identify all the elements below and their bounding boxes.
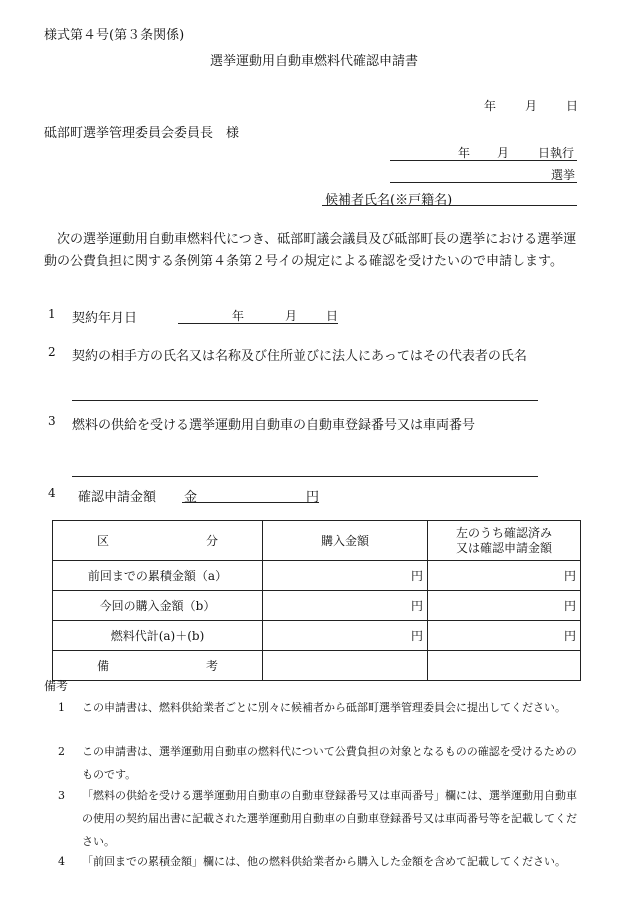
header-category-b: 分: [205, 534, 218, 548]
item4-prefix: 金: [184, 490, 198, 505]
item2-label: 契約の相手方の氏名又は名称及び住所並びに法人にあってはその代表者の氏名: [72, 349, 527, 364]
header-category: [53, 521, 263, 561]
note-text: 「前回までの累積金額」欄には、他の燃料供給業者から購入した金額を含めて記載してください。: [82, 855, 566, 868]
item3-input-line[interactable]: [72, 476, 538, 477]
row-label: 燃料代計(a)＋(b): [53, 621, 263, 651]
election-label: 選挙: [551, 168, 576, 182]
remarks-cell[interactable]: [263, 651, 428, 681]
notes-title: 備考: [44, 679, 69, 693]
item1-year: 年: [232, 309, 245, 323]
note-item: [58, 696, 586, 719]
header-confirmed-amount: [428, 521, 581, 561]
election-day: 日執行: [538, 146, 575, 160]
row-confirmed-cell[interactable]: 円: [428, 561, 581, 591]
item1-label: 契約年月日: [72, 311, 138, 326]
item1-underline[interactable]: [178, 323, 338, 324]
row-purchase-cell[interactable]: 円: [263, 621, 428, 651]
remarks-label: [53, 651, 263, 681]
row-label: 前回までの累積金額（a）: [53, 561, 263, 591]
election-month: 月: [497, 146, 510, 160]
table-row-remarks: [53, 651, 581, 681]
item4-label: 確認申請金額: [78, 490, 157, 505]
note-number: 2: [58, 745, 65, 758]
date-month: 月: [525, 99, 538, 113]
remarks-label-b: 考: [205, 659, 218, 673]
table-row: [53, 561, 581, 591]
header-purchase-amount: 購入金額: [263, 521, 428, 561]
note-number: 3: [58, 789, 65, 802]
note-number: 1: [58, 701, 65, 714]
header-confirmed-line1: 左のうち確認済み: [455, 525, 552, 540]
document-title: 選挙運動用自動車燃料代確認申請書: [210, 54, 419, 69]
note-item: [58, 784, 586, 853]
header-category-a: 区: [97, 534, 110, 548]
item4-number: 4: [48, 486, 56, 500]
row-purchase-cell[interactable]: 円: [263, 561, 428, 591]
item1-day: 日: [326, 309, 339, 323]
row-purchase-cell[interactable]: 円: [263, 591, 428, 621]
date-year: 年: [484, 99, 497, 113]
date-day: 日: [566, 99, 579, 113]
candidate-label: 候補者氏名(※戸籍名): [325, 193, 453, 208]
candidate-underline: [322, 205, 577, 206]
row-confirmed-cell[interactable]: 円: [428, 621, 581, 651]
table-row: [53, 591, 581, 621]
election-date-underline: [390, 160, 577, 161]
item3-label: 燃料の供給を受ける選挙運動用自動車の自動車登録番号又は車両番号: [72, 418, 476, 433]
item1-number: 1: [48, 307, 56, 321]
note-text: 「燃料の供給を受ける選挙運動用自動車の自動車登録番号又は車両番号」欄には、選挙運動用自動車の使用の契約届出書に記載された選挙運動用自動車の自動車登録番号又は車両番号等を記載してください。: [82, 789, 577, 848]
table-row: [53, 621, 581, 651]
election-underline: [390, 182, 577, 183]
item2-input-line[interactable]: [72, 400, 538, 401]
table-header-row: [53, 521, 581, 561]
row-label: 今回の購入金額（b）: [53, 591, 263, 621]
remarks-label-a: 備: [97, 659, 110, 673]
item4-suffix: 円: [306, 490, 320, 505]
item2-number: 2: [48, 345, 56, 359]
note-text: この申請書は、燃料供給業者ごとに別々に候補者から砥部町選挙管理委員会に提出してください。: [82, 701, 566, 714]
body-paragraph: 次の選挙運動用自動車燃料代につき、砥部町議会議員及び砥部町長の選挙における選挙運動の公費負担に関する条例第４条第２号イの規定による確認を受けたいので申請します。: [44, 232, 577, 269]
item4-underline[interactable]: [182, 502, 319, 503]
note-text: この申請書は、選挙運動用自動車の燃料代について公費負担の対象となるものの確認を受けるためのものです。: [82, 745, 577, 781]
note-item: [58, 850, 586, 873]
amount-table: [52, 520, 581, 681]
note-item: [58, 740, 586, 786]
remarks-cell-2[interactable]: [428, 651, 581, 681]
item3-number: 3: [48, 414, 56, 428]
note-number: 4: [58, 855, 65, 868]
header-confirmed-line2: 又は確認申請金額: [455, 540, 552, 555]
addressee: 砥部町選挙管理委員会委員長 様: [44, 126, 240, 141]
item1-month: 月: [285, 309, 298, 323]
election-year: 年: [458, 146, 471, 160]
form-reference: 様式第４号(第３条関係): [44, 28, 185, 43]
row-confirmed-cell[interactable]: 円: [428, 591, 581, 621]
